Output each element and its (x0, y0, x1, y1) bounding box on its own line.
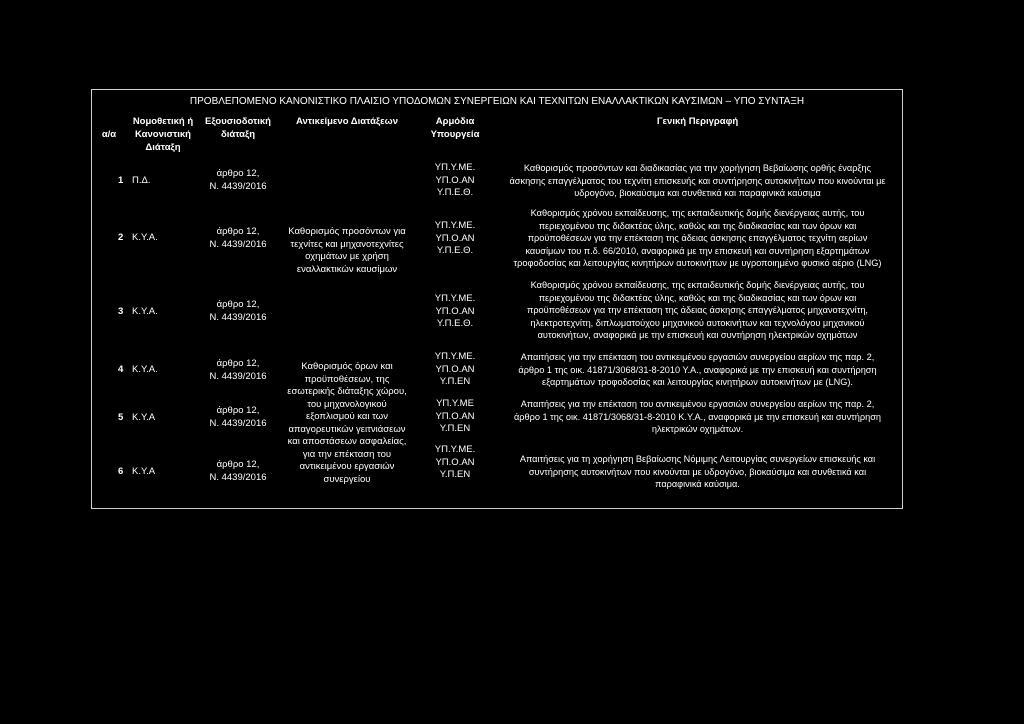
subject-line: τεχνίτες και μηχανοτεχνίτες (290, 238, 404, 250)
row-description-line: άσκησης επαγγέλματος του τεχνίτη επισκευής και συντήρησης αυτοκινήτων που κινούνται με (509, 175, 886, 186)
row-ministry-line: ΥΠ.Υ.ΜΕ. (434, 444, 476, 455)
row-description-line: Καθορισμός χρόνου εκπαίδευσης, της εκπαιδευτικής δομής διενέργειας αυτής, του (530, 208, 865, 218)
header-auth-line: διάταξη (220, 129, 256, 140)
row-ministry-line: ΥΠ.Ο.ΑΝ (435, 232, 475, 244)
row-ministry-line: ΥΠ.Ο.ΑΝ (435, 456, 475, 468)
row-description (495, 398, 900, 436)
subject-line: εναλλακτικών καυσίμων (296, 263, 398, 275)
row-description-line: περιεχομένου της διδακτέας ύλης, καθώς και της διαδικασίας και των όρων και (538, 292, 857, 303)
row-ministry-line: ΥΠ.Υ.ΜΕ (436, 398, 474, 409)
header-aa: α/α (101, 129, 117, 140)
row-law-line: άρθρο 12, (216, 226, 260, 237)
row-type: Κ.Υ.Α (132, 412, 156, 423)
row-number: 4 (118, 364, 124, 375)
row-description-line: συντήρησης αυτοκινήτων που κινούνται με υδρογόνο, βιοκαύσιμα και συνθετικά και (528, 466, 867, 477)
row-ministry (415, 398, 495, 436)
row-description-line: Απαιτήσεις για την επέκταση του αντικειμένου εργασιών συνεργείου αερίων της παρ. 2, (520, 399, 875, 409)
row-number: 3 (118, 306, 124, 317)
row-law-line: άρθρο 12, (216, 459, 260, 470)
row-number: 2 (118, 232, 124, 243)
row-ministry-line: Υ.Π.Ε.Θ. (436, 245, 474, 256)
row-law-line: άρθρο 12, (216, 358, 260, 369)
subject-line: προϋποθέσεων, της (304, 373, 390, 385)
row-ministry (415, 220, 495, 258)
row-law-line: Ν. 4439/2016 (209, 370, 267, 382)
row-ministry-line: Υ.Π.ΕΝ (439, 423, 471, 434)
subject-line: απαγορευτικών γειτνιάσεων (288, 423, 406, 435)
row-law (196, 226, 280, 251)
row-law (196, 459, 280, 484)
row-description-line: ηλεκτροτεχνίτη, διπλωματούχου μηχανικού αυτοκινήτων και τεχνολόγου μηχανικού (530, 317, 865, 328)
row-type: Κ.Υ.Α. (132, 232, 158, 243)
row-description-line: τροφοδοσίας και λειτουργίας κινητήρων αυτοκινήτων με υγροποιημένο φυσικό αέριο (LNG) (513, 258, 882, 269)
row-law-line: Ν. 4439/2016 (209, 311, 267, 323)
header-auth-line: Εξουσιοδοτική (204, 116, 271, 127)
row-description (495, 162, 900, 200)
row-ministry-line: Υ.Π.Ε.Θ. (436, 318, 474, 329)
row-law-line: Ν. 4439/2016 (209, 238, 267, 250)
subject-group-fuels (282, 226, 412, 276)
subject-line: για την επέκταση του (302, 448, 392, 460)
subject-line: Καθορισμός όρων και (301, 361, 393, 372)
subject-line: και αποστάσεων ασφαλείας, (287, 436, 407, 447)
header-ministry (415, 115, 495, 141)
row-number: 6 (118, 466, 124, 477)
row-description (495, 453, 900, 491)
row-law-line: άρθρο 12, (216, 405, 260, 416)
header-legal-line: Κανονιστική (135, 129, 191, 140)
row-description-line: εξαρτημάτων τροφοδοσίας και λειτουργίας κινητήρων αυτοκινήτων με (LNG). (542, 377, 853, 388)
row-law-line: άρθρο 12, (216, 299, 260, 310)
row-ministry-line: ΥΠ.Ο.ΑΝ (435, 174, 475, 186)
header-ministry-line: Υπουργεία (430, 129, 480, 140)
row-law (196, 405, 280, 430)
header-ministry-line: Αρμόδια (435, 116, 475, 127)
row-number: 5 (118, 412, 124, 423)
header-legal (124, 115, 202, 154)
row-type: Κ.Υ.Α (132, 466, 156, 477)
subject-line: αντικειμένου εργασιών (299, 461, 395, 472)
row-description-line: άρθρο 1 της οικ. 41871/3068/31-8-2010 Κ.Υ.Α., αναφορικά με την επισκευή και συντήρηση (513, 411, 882, 422)
row-description-line: προϋποθέσεων για την επέκταση της άδειας άσκησης επαγγέλματος τεχνίτη αερίων (527, 233, 868, 244)
row-description-line: άρθρο 1 της οικ. 41871/3068/31-8-2010 Υ.Α., αναφορικά με την επισκευή και συντήρηση (518, 364, 877, 375)
row-description-line: Απαιτήσεις για την επέκταση του αντικειμένου εργασιών συνεργείου αερίων της παρ. 2, (520, 352, 875, 362)
header-legal-line: Διάταξη (145, 142, 181, 153)
row-ministry (415, 351, 495, 389)
row-law (196, 358, 280, 383)
row-ministry-line: ΥΠ.Υ.ΜΕ. (434, 162, 476, 173)
subject-group-workshops (282, 361, 412, 486)
row-ministry-line: ΥΠ.Ο.ΑΝ (435, 305, 475, 317)
row-description-line: Καθορισμός προσόντων και διαδικασίας για την χορήγηση Βεβαίωσης ορθής έναρξης (523, 163, 872, 173)
header-auth (196, 115, 280, 141)
subject-line: εξοπλισμού και των (306, 411, 388, 422)
subject-line: εσωτερικής διάταξης χώρου, (287, 386, 407, 397)
row-ministry (415, 293, 495, 331)
row-description-line: παραφινικά καύσιμα. (655, 479, 740, 490)
row-ministry-line: ΥΠ.Υ.ΜΕ. (434, 351, 476, 362)
row-ministry-line: ΥΠ.Ο.ΑΝ (435, 363, 475, 375)
row-type: Κ.Υ.Α. (132, 364, 158, 375)
header-legal-line: Νομοθετική ή (132, 116, 194, 127)
row-description-line: καυσίμων του π.δ. 66/2010, αναφορικά με την επισκευή και συντήρηση εξαρτημάτων (525, 245, 870, 256)
header-subject: Αντικείμενο Διατάξεων (296, 116, 398, 127)
row-law-line: Ν. 4439/2016 (209, 180, 267, 192)
row-ministry-line: Υ.Π.ΕΝ (439, 376, 471, 387)
row-description-line: προϋποθέσεων για την επέκταση της άδειας άσκησης επαγγέλματος μηχανοτεχνίτη, (526, 305, 868, 316)
row-law-line: άρθρο 12, (216, 168, 260, 179)
row-description-line: Καθορισμός χρόνου εκπαίδευσης, της εκπαιδευτικής δομής διενέργειας αυτής, του (530, 280, 865, 290)
row-type: Κ.Υ.Α. (132, 306, 158, 317)
table-title: ΠΡΟΒΛΕΠΟΜΕΝΟ ΚΑΝΟΝΙΣΤΙΚΟ ΠΛΑΙΣΙΟ ΥΠΟΔΟΜΩΝ ΣΥΝΕΡΓΕΙΩΝ ΚΑΙ ΤΕΧΝΙΤΩΝ ΕΝΑΛΛΑΚΤΙΚΩΝ ΚΑΥΣΙΜΩΝ – ΥΠΟ ΣΥΝΤΑΞΗ (189, 96, 805, 107)
row-description-line: ηλεκτρικών οχημάτων. (651, 424, 744, 435)
row-description (495, 351, 900, 389)
row-law (196, 168, 280, 193)
row-ministry-line: Υ.Π.Ε.Θ. (436, 187, 474, 198)
row-type: Π.Δ. (132, 175, 151, 186)
header-description: Γενική Περιγραφή (656, 116, 739, 127)
row-law-line: Ν. 4439/2016 (209, 471, 267, 483)
row-law (196, 299, 280, 324)
subject-line: Καθορισμός προσόντων για (288, 226, 406, 237)
subject-line: οχημάτων με χρήση (305, 251, 389, 262)
row-law-line: Ν. 4439/2016 (209, 417, 267, 429)
row-description-line: περιεχομένου της διδακτέας ύλης, καθώς και της διαδικασίας και των όρων και (538, 220, 857, 231)
row-ministry (415, 444, 495, 482)
row-description-line: Απαιτήσεις για τη χορήγηση Βεβαίωσης Νόμιμης Λειτουργίας συνεργείων επισκευής και (519, 454, 876, 464)
row-description (495, 279, 900, 342)
row-ministry-line: ΥΠ.Ο.ΑΝ (435, 410, 475, 422)
subject-line: συνεργείου (323, 473, 371, 485)
row-ministry-line: ΥΠ.Υ.ΜΕ. (434, 220, 476, 231)
subject-line: του μηχανολογικού (307, 398, 387, 410)
row-description-line: αυτοκινήτων, αναφορικά με την επισκευή και συντήρηση ηλεκτρικών οχημάτων (537, 330, 858, 341)
row-ministry-line: ΥΠ.Υ.ΜΕ. (434, 293, 476, 304)
row-ministry-line: Υ.Π.ΕΝ (439, 469, 471, 480)
row-description-line: υδρογόνο, βιοκαύσιμα και συνθετικά και παραφινικά καύσιμα (574, 188, 821, 199)
row-ministry (415, 162, 495, 200)
row-description (495, 207, 900, 270)
row-number: 1 (118, 175, 124, 186)
